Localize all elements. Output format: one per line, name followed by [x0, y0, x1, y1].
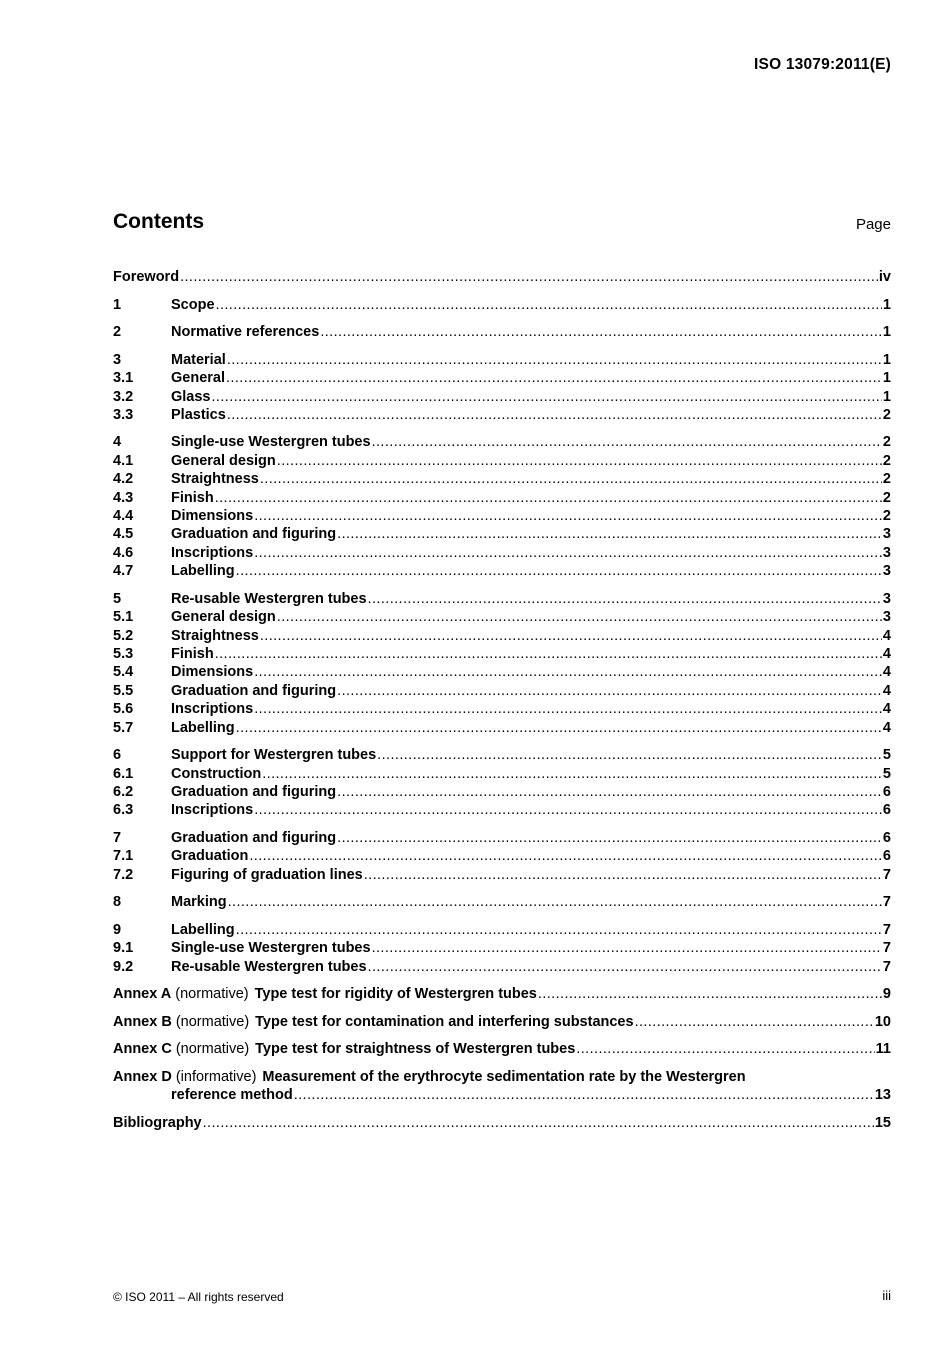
toc-entry-number: 3.2	[113, 388, 134, 405]
toc-entry-number: 3	[113, 351, 122, 368]
toc-entry-page: 2	[882, 452, 891, 469]
toc-entry-page: 2	[882, 471, 891, 488]
footer-page-number: iii	[882, 1288, 891, 1303]
toc-dot-leader	[277, 608, 882, 626]
toc-entry-title: Inscriptions	[171, 802, 254, 819]
toc-entry-number: 4.4	[113, 508, 134, 525]
annex-title: Type test for rigidity of Westergren tubes	[254, 986, 537, 1003]
page-column-label: Page	[855, 216, 891, 233]
toc-entry-page: 6	[882, 783, 891, 800]
bibliography-title: Bibliography	[113, 1114, 202, 1131]
toc-entry-title: Graduation	[171, 848, 249, 865]
toc-dot-leader	[227, 351, 882, 369]
toc-entry-title: Graduation and figuring	[171, 783, 337, 800]
toc-entry-title: Graduation and figuring	[171, 526, 337, 543]
toc-entry-number: 5.2	[113, 627, 134, 644]
toc-entry-title: Graduation and figuring	[171, 682, 337, 699]
toc-entry-number: 3.3	[113, 406, 134, 423]
toc-entry-number: 9.1	[113, 940, 134, 957]
toc-dot-leader	[254, 663, 882, 681]
toc-entry[interactable]	[113, 958, 891, 976]
toc-entry[interactable]	[113, 388, 891, 406]
toc-dot-leader	[337, 525, 882, 543]
footer-copyright: © ISO 2011 – All rights reserved	[113, 1290, 284, 1304]
toc-dot-leader	[294, 1086, 874, 1104]
toc-entry-title: Dimensions	[171, 508, 254, 525]
annex-page: 13	[874, 1087, 891, 1104]
toc-dot-leader	[236, 562, 882, 580]
toc-dot-leader	[635, 1013, 874, 1031]
toc-entry-number: 5	[113, 590, 122, 607]
annex-label: Annex A	[113, 986, 172, 1003]
toc-entry-title: Plastics	[171, 406, 226, 423]
toc-entry-title: Labelling	[171, 921, 235, 938]
toc-entry[interactable]	[113, 525, 891, 543]
toc-entry-page: 7	[882, 866, 891, 883]
toc-dot-leader	[254, 801, 882, 819]
toc-entry-page: 2	[882, 406, 891, 423]
annex-kind: (normative)	[175, 1013, 250, 1030]
annex-title: Type test for straightness of Westergren tubes	[255, 1041, 576, 1058]
toc-entry[interactable]	[113, 590, 891, 608]
toc-entry-page: 1	[882, 324, 891, 341]
annex-label: Annex C	[113, 1041, 172, 1058]
toc-entry-page: 3	[882, 563, 891, 580]
toc-entry[interactable]	[113, 682, 891, 700]
toc-dot-leader	[236, 719, 882, 737]
toc-dot-leader	[260, 627, 882, 645]
toc-bibliography-entry[interactable]	[113, 1114, 891, 1132]
toc-entry-number: 4	[113, 434, 122, 451]
toc-dot-leader	[337, 829, 882, 847]
annex-title-continued: reference method	[171, 1087, 293, 1104]
toc-entry-number: 4.1	[113, 452, 134, 469]
toc-entry-title: Inscriptions	[171, 544, 254, 561]
toc-entry-number: 6.2	[113, 783, 134, 800]
toc-entry-page: 2	[882, 508, 891, 525]
annex-label: Annex D	[113, 1068, 172, 1085]
toc-entry-title: General design	[171, 609, 276, 626]
toc-entry-title: Finish	[171, 489, 214, 506]
toc-entry[interactable]	[113, 433, 891, 451]
toc-entry-title: Labelling	[171, 719, 235, 736]
toc-entry-page: 5	[882, 747, 891, 764]
toc-dot-leader	[260, 470, 882, 488]
toc-dot-leader	[254, 700, 882, 718]
toc-entry-title: Dimensions	[171, 664, 254, 681]
toc-dot-leader	[337, 783, 882, 801]
toc-entry[interactable]	[113, 544, 891, 562]
toc-entry-number: 5.3	[113, 645, 134, 662]
toc-entry-number: 5.4	[113, 664, 134, 681]
toc-entry-page: 7	[882, 940, 891, 957]
toc-entry-page: 7	[882, 958, 891, 975]
toc-entry[interactable]	[113, 351, 891, 369]
toc-entry[interactable]	[113, 700, 891, 718]
toc-entry-title: Straightness	[171, 627, 259, 644]
toc-entry-page: 4	[882, 682, 891, 699]
annex-page: 9	[882, 986, 891, 1003]
toc-entry-number: 6.1	[113, 765, 134, 782]
toc-annex-entry[interactable]	[113, 1013, 891, 1031]
toc-entry-number: 7.2	[113, 866, 134, 883]
toc-dot-leader	[254, 544, 882, 562]
toc-entry-page: iv	[878, 269, 891, 285]
toc-entry-title: Single-use Westergren tubes	[171, 434, 371, 451]
toc-entry-page: 4	[882, 664, 891, 681]
toc-dot-leader	[368, 958, 882, 976]
toc-entry-page: 5	[882, 765, 891, 782]
toc-entry-page: 1	[882, 296, 891, 313]
toc-entry[interactable]	[113, 406, 891, 424]
toc-dot-leader	[377, 746, 882, 764]
toc-entry-number: 2	[113, 324, 122, 341]
annex-title: Type test for contamination and interfering substances	[255, 1013, 634, 1030]
toc-dot-leader	[337, 682, 882, 700]
toc-entry[interactable]	[113, 296, 891, 314]
toc-entry[interactable]	[113, 783, 891, 801]
toc-annex-entry[interactable]	[113, 985, 891, 1003]
toc-entry[interactable]	[113, 866, 891, 884]
toc-entry-page: 2	[882, 434, 891, 451]
toc-dot-leader	[249, 847, 882, 865]
toc-entry-title: Inscriptions	[171, 701, 254, 718]
toc-entry-page: 7	[882, 921, 891, 938]
toc-entry-page: 6	[882, 829, 891, 846]
bibliography-page: 15	[874, 1114, 891, 1131]
toc-entry-title: Glass	[171, 388, 211, 405]
toc-entry-page: 3	[882, 544, 891, 561]
toc-dot-leader	[368, 590, 882, 608]
toc-entry-title: Construction	[171, 765, 262, 782]
toc-entry[interactable]	[113, 562, 891, 580]
toc-entry-title: Re-usable Westergren tubes	[171, 958, 367, 975]
annex-kind: (normative)	[175, 1041, 250, 1058]
toc-entry-page: 3	[882, 526, 891, 543]
annex-page: 11	[875, 1041, 891, 1058]
toc-entry[interactable]	[113, 268, 891, 286]
toc-entry-number: 5.5	[113, 682, 134, 699]
toc-dot-leader	[320, 323, 882, 341]
toc-entry[interactable]	[113, 829, 891, 847]
toc-dot-leader	[236, 921, 882, 939]
annex-kind: (informative)	[175, 1068, 257, 1085]
toc-entry-number: 6	[113, 747, 122, 764]
toc-entry-page: 4	[882, 627, 891, 644]
toc-entry-title: Labelling	[171, 563, 235, 580]
toc-entry-number: 5.1	[113, 609, 134, 626]
toc-dot-leader	[277, 452, 882, 470]
toc-dot-leader	[364, 866, 882, 884]
toc-entry-number: 4.3	[113, 489, 134, 506]
toc-entry-number: 6.3	[113, 802, 134, 819]
toc-entry-number: 4.2	[113, 471, 134, 488]
toc-entry-number: 4.5	[113, 526, 134, 543]
toc-entry[interactable]	[113, 452, 891, 470]
toc-entry-title: Finish	[171, 645, 214, 662]
toc-entry[interactable]	[113, 489, 891, 507]
toc-entry-title: Material	[171, 351, 226, 368]
toc-annex-entry[interactable]	[113, 1040, 891, 1058]
toc-entry-title: Marking	[171, 894, 227, 911]
toc-entry-page: 1	[882, 388, 891, 405]
toc-dot-leader	[228, 893, 882, 911]
toc-annex-entry[interactable]	[113, 1068, 891, 1105]
toc-entry[interactable]	[113, 893, 891, 911]
toc-entry-title: Straightness	[171, 471, 259, 488]
toc-entry-page: 4	[882, 719, 891, 736]
toc-entry-number: 4.6	[113, 544, 134, 561]
toc-entry-title: Single-use Westergren tubes	[171, 940, 371, 957]
toc-entry-page: 1	[882, 370, 891, 387]
toc-entry-number: 5.7	[113, 719, 134, 736]
toc-dot-leader	[538, 985, 882, 1003]
toc-dot-leader	[216, 296, 882, 314]
toc-entry[interactable]	[113, 369, 891, 387]
toc-dot-leader	[203, 1114, 874, 1132]
toc-entry-title: Scope	[171, 296, 215, 313]
toc-entry[interactable]	[113, 323, 891, 341]
toc-dot-leader	[180, 268, 878, 286]
toc-entry-title: Graduation and figuring	[171, 829, 337, 846]
toc-entry[interactable]	[113, 719, 891, 737]
toc-dot-leader	[262, 765, 882, 783]
toc-entry-page: 6	[882, 802, 891, 819]
toc-entry[interactable]	[113, 801, 891, 819]
annex-title: Measurement of the erythrocyte sedimentation rate by the Westergren	[262, 1068, 746, 1085]
toc-entry-number: 9	[113, 921, 122, 938]
toc-entry-page: 2	[882, 489, 891, 506]
toc-dot-leader	[254, 507, 882, 525]
toc-dot-leader	[226, 369, 882, 387]
toc-entry[interactable]	[113, 627, 891, 645]
toc-entry-number: 3.1	[113, 370, 134, 387]
toc-entry-number: 8	[113, 894, 122, 911]
annex-page: 10	[874, 1013, 891, 1030]
toc-entry[interactable]	[113, 507, 891, 525]
toc-entry-page: 4	[882, 701, 891, 718]
toc-dot-leader	[372, 939, 882, 957]
table-of-contents	[113, 268, 891, 1132]
toc-entry-page: 1	[882, 351, 891, 368]
toc-entry-title: General design	[171, 452, 276, 469]
toc-dot-leader	[227, 406, 882, 424]
toc-entry[interactable]	[113, 746, 891, 764]
toc-entry-number: 5.6	[113, 701, 134, 718]
toc-entry[interactable]	[113, 939, 891, 957]
toc-entry-number: 4.7	[113, 563, 134, 580]
toc-entry[interactable]	[113, 608, 891, 626]
toc-dot-leader	[576, 1040, 874, 1058]
toc-entry-page: 3	[882, 590, 891, 607]
toc-entry[interactable]	[113, 470, 891, 488]
toc-entry-page: 7	[882, 894, 891, 911]
toc-entry-page: 3	[882, 609, 891, 626]
toc-entry-number: 7	[113, 829, 122, 846]
toc-entry-number: 7.1	[113, 848, 134, 865]
toc-entry-page: 6	[882, 848, 891, 865]
toc-entry-page: 4	[882, 645, 891, 662]
toc-entry-title: Foreword	[113, 269, 180, 285]
toc-entry[interactable]	[113, 847, 891, 865]
annex-d-line2	[113, 1086, 891, 1104]
toc-dot-leader	[215, 645, 882, 663]
toc-entry-title: Normative references	[171, 324, 320, 341]
annex-label: Annex B	[113, 1013, 172, 1030]
toc-entry[interactable]	[113, 645, 891, 663]
page-title: Contents	[113, 210, 204, 233]
toc-entry-title: Re-usable Westergren tubes	[171, 590, 367, 607]
toc-entry-title: General	[171, 370, 225, 387]
toc-dot-leader	[372, 433, 882, 451]
toc-entry-title: Support for Westergren tubes	[171, 747, 377, 764]
toc-entry-number: 9.2	[113, 958, 134, 975]
document-id: ISO 13079:2011(E)	[754, 56, 891, 73]
annex-kind: (normative)	[175, 986, 249, 1003]
toc-entry[interactable]	[113, 765, 891, 783]
toc-entry[interactable]	[113, 663, 891, 681]
toc-dot-leader	[212, 388, 882, 406]
toc-entry-title: Figuring of graduation lines	[171, 866, 363, 883]
annex-d-line1	[113, 1068, 891, 1086]
toc-entry[interactable]	[113, 921, 891, 939]
toc-dot-leader	[215, 489, 882, 507]
toc-entry-number: 1	[113, 296, 122, 313]
